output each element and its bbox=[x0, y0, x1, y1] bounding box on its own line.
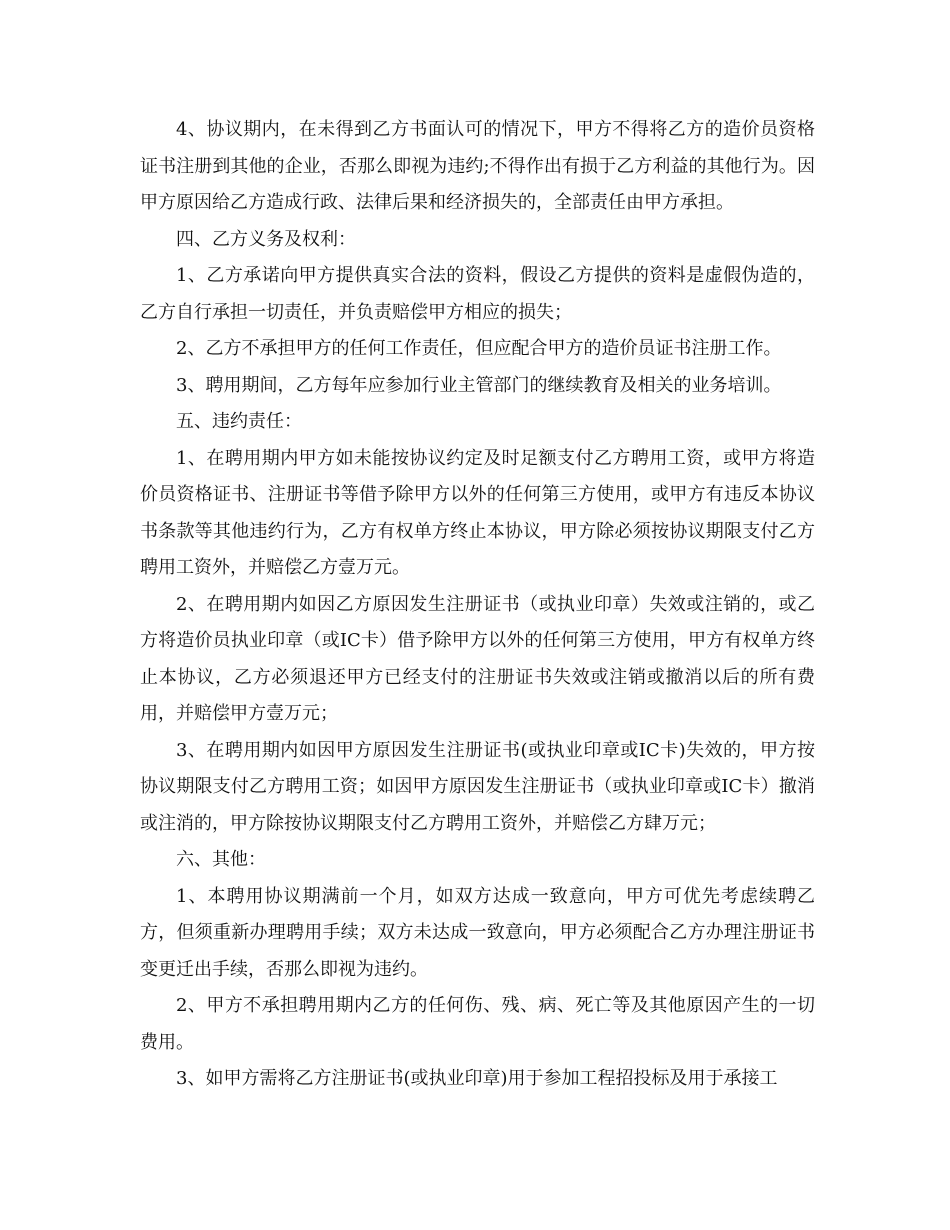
obligation-3-paragraph: 3、聘用期间，乙方每年应参加行业主管部门的继续教育及相关的业务培训。 bbox=[176, 374, 782, 396]
breach-1-paragraph: 1、在聘用期内甲方如未能按协议约定及时足额支付乙方聘用工资，或甲方将造价员资格证书、注册证书等借予除甲方以外的任何第三方使用，或甲方有违反本协议书条款等其他违约行为，乙方有权单方终止本协议，甲方除必须按协议期限支付乙方聘用工资外，并赔偿乙方壹万元。 bbox=[140, 447, 815, 578]
other-2-paragraph: 2、甲方不承担聘用期内乙方的任何伤、残、病、死亡等及其他原因产生的一切费用。 bbox=[140, 995, 815, 1053]
section-4-heading: 四、乙方义务及权利： bbox=[176, 228, 356, 250]
breach-2-paragraph: 2、在聘用期内如因乙方原因发生注册证书（或执业印章）失效或注销的，或乙方将造价员执业印章（或IC卡）借予除甲方以外的任何第三方使用，甲方有权单方终止本协议，乙方必须退还甲方已经支付的注册证书失效或注销或撤消以后的所有费用，并赔偿甲方壹万元； bbox=[140, 593, 815, 724]
obligation-2-paragraph: 2、乙方不承担甲方的任何工作责任，但应配合甲方的造价员证书注册工作。 bbox=[176, 338, 782, 359]
section-6-heading: 六、其他： bbox=[176, 849, 266, 870]
document-body bbox=[140, 112, 815, 1098]
section-5-heading: 五、违约责任： bbox=[176, 411, 302, 432]
obligation-1-paragraph: 1、乙方承诺向甲方提供真实合法的资料，假设乙方提供的资料是虚假伪造的，乙方自行承担一切责任，并负责赔偿甲方相应的损失； bbox=[140, 265, 815, 323]
other-3-paragraph: 3、如甲方需将乙方注册证书(或执业印章)用于参加工程招投标及用于承接工 bbox=[176, 1068, 778, 1089]
other-1-paragraph: 1、本聘用协议期满前一个月，如双方达成一致意向，甲方可优先考虑续聘乙方，但须重新办理聘用手续；双方未达成一致意向，甲方必须配合乙方办理注册证书变更迁出手续，否那么即视为违约。 bbox=[140, 885, 815, 980]
clause-4-paragraph: 4、协议期内，在未得到乙方书面认可的情况下，甲方不得将乙方的造价员资格证书注册到其他的企业，否那么即视为违约;不得作出有损于乙方利益的其他行为。因甲方原因给乙方造成行政、法律后果和经济损失的，全部责任由甲方承担。 bbox=[140, 119, 815, 213]
breach-3-paragraph: 3、在聘用期内如因甲方原因发生注册证书(或执业印章或IC卡)失效的，甲方按协议期限支付乙方聘用工资；如因甲方原因发生注册证书（或执业印章或IC卡）撤消或注消的，甲方除按协议期限支付乙方聘用工资外，并赔偿乙方肆万元； bbox=[140, 739, 815, 834]
